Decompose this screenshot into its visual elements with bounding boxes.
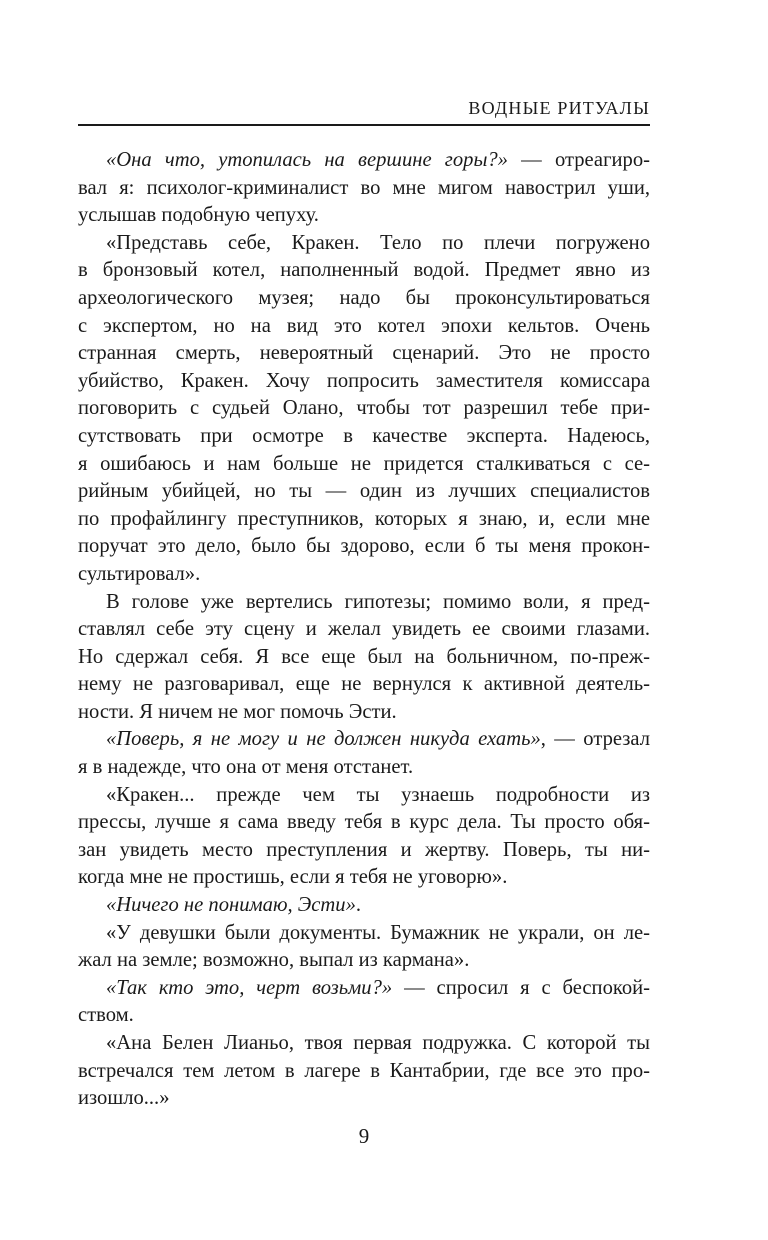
text-segment: ности. Я ничем не мог помочь Эсти. <box>78 700 397 723</box>
text-line <box>78 699 650 727</box>
italic-text-segment: «Ничего не понимаю, Эсти» <box>106 894 356 917</box>
text-segment: сутствовать при осмотре в качестве эксперта. Надеюсь, <box>78 424 650 447</box>
text-line <box>78 1085 650 1113</box>
text-line <box>78 892 650 920</box>
text-segment: «У девушки были документы. Бумажник не украли, он ле- <box>106 921 650 944</box>
text-line <box>78 395 650 423</box>
text-segment: с экспертом, но на вид это котел эпохи кельтов. Очень <box>78 314 650 337</box>
text-line <box>78 1058 650 1086</box>
text-segment: . <box>355 894 362 917</box>
text-segment: ставлял себе эту сцену и желал увидеть ее своими глазами. <box>78 618 650 641</box>
text-line <box>78 754 650 782</box>
text-line <box>78 864 650 892</box>
text-line <box>78 340 650 368</box>
text-line <box>78 368 650 396</box>
text-segment: когда мне не простишь, если я тебя не уговорю». <box>78 866 508 889</box>
text-segment: по профайлингу преступников, которых я знаю, и, если мне <box>78 507 650 530</box>
running-head-title: ВОДНЫЕ РИТУАЛЫ <box>468 98 650 118</box>
text-line <box>78 947 650 975</box>
text-segment: поручат это дело, было бы здорово, если б ты меня прокон- <box>78 535 650 558</box>
paragraph <box>78 920 650 975</box>
text-line <box>78 202 650 230</box>
text-segment: поговорить с судьей Олано, чтобы тот разрешил тебе при- <box>78 397 650 420</box>
paragraph <box>78 782 650 892</box>
text-line <box>78 313 650 341</box>
text-line <box>78 726 650 754</box>
text-segment: убийство, Кракен. Хочу попросить заместителя комиссара <box>78 369 650 392</box>
text-line <box>78 782 650 810</box>
italic-text-segment: «Поверь, я не могу и не должен никуда ехать» <box>106 728 541 751</box>
text-segment: нему не разговаривал, еще не вернулся к активной деятель- <box>78 673 650 696</box>
paragraph <box>78 147 650 230</box>
paragraph <box>78 589 650 727</box>
text-line <box>78 175 650 203</box>
text-line <box>78 920 650 948</box>
text-segment: «Кракен... прежде чем ты узнаешь подробности из <box>106 783 650 806</box>
body-text <box>78 147 650 1113</box>
text-line <box>78 644 650 672</box>
text-segment: , — отрезал <box>540 728 651 751</box>
italic-text-segment: «Так кто это, черт возьми?» <box>106 976 393 999</box>
text-segment: жал на земле; возможно, выпал из кармана». <box>78 949 470 972</box>
text-line <box>78 589 650 617</box>
text-segment: — спросил я с беспокой- <box>392 976 651 999</box>
text-segment: сультировал». <box>78 562 201 585</box>
text-segment: «Ана Белен Лианьо, твоя первая подружка. С которой ты <box>106 1032 650 1054</box>
text-line <box>78 616 650 644</box>
paragraph <box>78 726 650 781</box>
text-line <box>78 257 650 285</box>
text-segment: ством. <box>78 1004 134 1027</box>
text-segment: «Представь себе, Кракен. Тело по плечи погружено <box>106 231 650 254</box>
text-segment: странная смерть, невероятный сценарий. Это не просто <box>78 342 650 365</box>
text-segment: Но сдержал себя. Я все еще был на больничном, по-преж- <box>78 645 650 668</box>
text-segment: услышав подобную чепуху. <box>78 204 319 227</box>
paragraph <box>78 230 650 589</box>
text-segment: в бронзовый котел, наполненный водой. Предмет явно из <box>78 259 650 282</box>
text-line <box>78 1002 650 1030</box>
text-line <box>78 423 650 451</box>
paragraph <box>78 975 650 1030</box>
paragraph <box>78 892 650 920</box>
text-line <box>78 478 650 506</box>
text-line <box>78 506 650 534</box>
text-segment: я в надежде, что она от меня отстанет. <box>78 756 414 779</box>
text-segment: вал я: психолог-криминалист во мне мигом навострил уши, <box>78 176 650 199</box>
text-line <box>78 285 650 313</box>
text-line <box>78 451 650 479</box>
text-line <box>78 230 650 258</box>
text-line <box>78 561 650 589</box>
text-line <box>78 1030 650 1058</box>
text-line <box>78 837 650 865</box>
text-line <box>78 809 650 837</box>
page-number: 9 <box>358 1124 370 1148</box>
text-segment: В голове уже вертелись гипотезы; помимо воли, я пред- <box>106 590 650 613</box>
paragraph <box>78 1030 650 1113</box>
text-segment: прессы, лучше я сама введу тебя в курс дела. Ты просто обя- <box>78 811 650 834</box>
text-segment: встречался тем летом в лагере в Кантабрии, где все это про- <box>78 1059 650 1082</box>
text-line <box>78 147 650 175</box>
text-segment: — отреагиро- <box>507 149 650 171</box>
text-line <box>78 533 650 561</box>
text-segment: археологического музея; надо бы проконсультироваться <box>78 286 650 309</box>
text-segment: я ошибаюсь и нам больше не придется сталкиваться с се- <box>78 452 650 475</box>
text-segment: рийным убийцей, но ты — один из лучших специалистов <box>78 480 650 503</box>
text-line <box>78 975 650 1003</box>
running-head <box>78 96 650 126</box>
text-segment: зан увидеть место преступления и жертву. Поверь, ты ни- <box>78 838 650 861</box>
italic-text-segment: «Она что, утопилась на вершине горы?» <box>106 149 508 171</box>
text-segment: изошло...» <box>78 1087 170 1110</box>
text-line <box>78 671 650 699</box>
